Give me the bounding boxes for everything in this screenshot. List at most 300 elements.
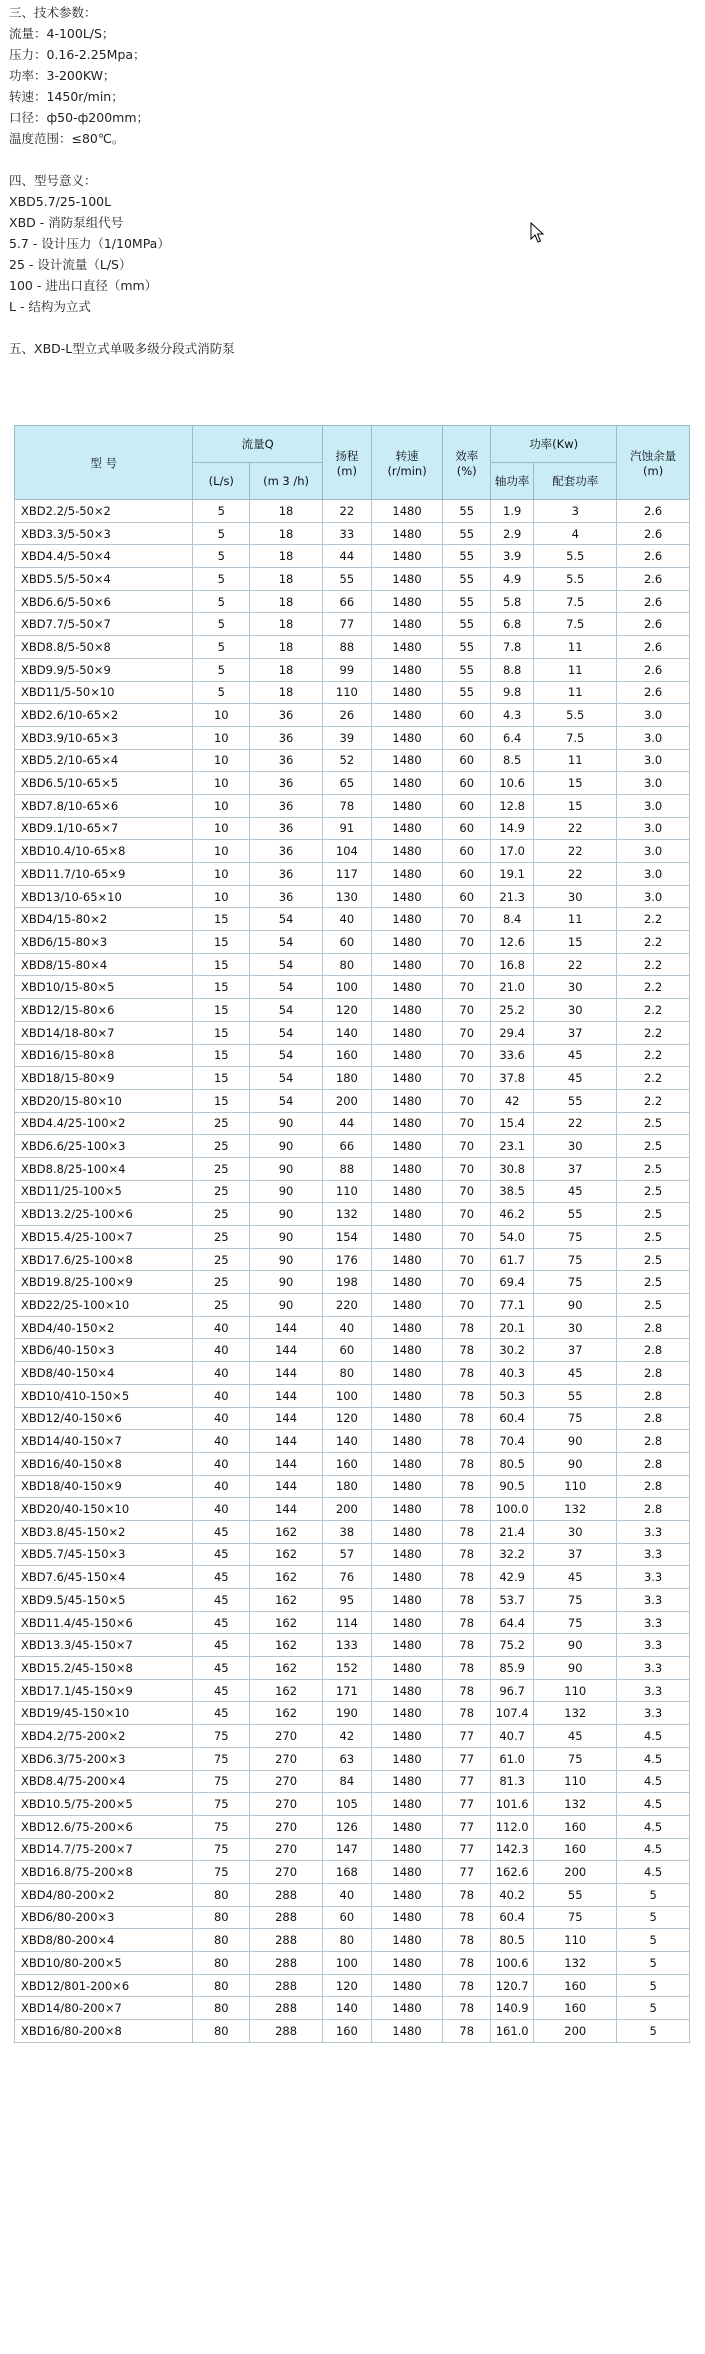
table-cell: XBD19.8/25-100×9 bbox=[15, 1271, 193, 1294]
table-cell: 2.8 bbox=[617, 1362, 690, 1385]
table-cell: 2.5 bbox=[617, 1248, 690, 1271]
table-cell: 288 bbox=[250, 1906, 323, 1929]
table-cell: 70 bbox=[443, 1067, 491, 1090]
table-cell: 3.0 bbox=[617, 817, 690, 840]
table-cell: 78 bbox=[443, 2020, 491, 2043]
table-cell: 30 bbox=[534, 885, 617, 908]
table-cell: 1480 bbox=[371, 1861, 443, 1884]
table-cell: 70 bbox=[443, 953, 491, 976]
table-cell: 5.5 bbox=[534, 568, 617, 591]
table-cell: 54 bbox=[250, 976, 323, 999]
table-cell: 270 bbox=[250, 1725, 323, 1748]
table-cell: 2.6 bbox=[617, 568, 690, 591]
table-cell: 54 bbox=[250, 1067, 323, 1090]
table-cell: 75 bbox=[193, 1770, 250, 1793]
table-cell: 29.4 bbox=[491, 1021, 534, 1044]
table-cell: 18 bbox=[250, 636, 323, 659]
table-cell: 1480 bbox=[371, 1203, 443, 1226]
table-cell: 1480 bbox=[371, 1226, 443, 1249]
table-cell: XBD11/25-100×5 bbox=[15, 1180, 193, 1203]
table-cell: XBD18/40-150×9 bbox=[15, 1475, 193, 1498]
table-row bbox=[15, 1067, 690, 1090]
table-cell: 288 bbox=[250, 1952, 323, 1975]
table-cell: XBD7.7/5-50×7 bbox=[15, 613, 193, 636]
table-cell: XBD15.2/45-150×8 bbox=[15, 1657, 193, 1680]
table-row bbox=[15, 1838, 690, 1861]
table-cell: 55 bbox=[534, 1883, 617, 1906]
table-cell: XBD3.8/45-150×2 bbox=[15, 1520, 193, 1543]
table-cell: XBD14/80-200×7 bbox=[15, 1997, 193, 2020]
header-head: 扬程 (m) bbox=[322, 426, 371, 500]
table-cell: 60 bbox=[443, 863, 491, 886]
table-cell: 288 bbox=[250, 1883, 323, 1906]
table-cell: 1480 bbox=[371, 1316, 443, 1339]
table-cell: 55 bbox=[443, 613, 491, 636]
table-cell: XBD16/40-150×8 bbox=[15, 1452, 193, 1475]
table-cell: 3.0 bbox=[617, 704, 690, 727]
table-row bbox=[15, 840, 690, 863]
table-row bbox=[15, 1906, 690, 1929]
table-cell: 17.0 bbox=[491, 840, 534, 863]
table-cell: 144 bbox=[250, 1339, 323, 1362]
table-cell: 168 bbox=[322, 1861, 371, 1884]
table-cell: 1480 bbox=[371, 1634, 443, 1657]
header-model: 型 号 bbox=[15, 426, 193, 500]
table-cell: 2.8 bbox=[617, 1384, 690, 1407]
table-cell: 53.7 bbox=[491, 1589, 534, 1612]
param-line: 转速：1450r/min； bbox=[9, 89, 124, 104]
table-cell: 11 bbox=[534, 749, 617, 772]
table-cell: 78 bbox=[443, 1566, 491, 1589]
table-row bbox=[15, 1362, 690, 1385]
table-cell: 120.7 bbox=[491, 1974, 534, 1997]
table-row bbox=[15, 500, 690, 523]
table-cell: 100.0 bbox=[491, 1498, 534, 1521]
table-cell: 45 bbox=[193, 1566, 250, 1589]
table-cell: 15 bbox=[193, 908, 250, 931]
table-cell: 70 bbox=[443, 1271, 491, 1294]
table-cell: 78 bbox=[443, 1634, 491, 1657]
table-cell: 5 bbox=[193, 500, 250, 523]
param-line: 压力：0.16-2.25Mpa； bbox=[9, 47, 146, 62]
table-cell: XBD20/40-150×10 bbox=[15, 1498, 193, 1521]
table-cell: 1480 bbox=[371, 704, 443, 727]
table-cell: 1480 bbox=[371, 1339, 443, 1362]
table-cell: 2.8 bbox=[617, 1430, 690, 1453]
table-cell: 36 bbox=[250, 726, 323, 749]
table-cell: 78 bbox=[443, 1883, 491, 1906]
table-cell: 60 bbox=[443, 840, 491, 863]
table-cell: 4.5 bbox=[617, 1815, 690, 1838]
table-cell: 90 bbox=[534, 1657, 617, 1680]
table-cell: 1480 bbox=[371, 1838, 443, 1861]
table-row bbox=[15, 1952, 690, 1975]
table-cell: XBD17.1/45-150×9 bbox=[15, 1679, 193, 1702]
table-cell: 90 bbox=[250, 1226, 323, 1249]
table-row bbox=[15, 1634, 690, 1657]
table-cell: 21.0 bbox=[491, 976, 534, 999]
table-row bbox=[15, 1702, 690, 1725]
table-cell: 4.5 bbox=[617, 1747, 690, 1770]
table-cell: 25 bbox=[193, 1157, 250, 1180]
table-cell: 4.9 bbox=[491, 568, 534, 591]
pump-spec-table bbox=[14, 425, 690, 2043]
table-cell: 1480 bbox=[371, 1157, 443, 1180]
table-cell: 78 bbox=[443, 1974, 491, 1997]
table-cell: 5 bbox=[193, 568, 250, 591]
table-cell: 1480 bbox=[371, 1952, 443, 1975]
table-cell: XBD16.8/75-200×8 bbox=[15, 1861, 193, 1884]
table-cell: 5.5 bbox=[534, 545, 617, 568]
table-cell: 60 bbox=[322, 931, 371, 954]
table-cell: XBD14/40-150×7 bbox=[15, 1430, 193, 1453]
table-cell: 45 bbox=[193, 1543, 250, 1566]
table-cell: 40 bbox=[193, 1407, 250, 1430]
table-cell: 70 bbox=[443, 1203, 491, 1226]
table-cell: 46.2 bbox=[491, 1203, 534, 1226]
table-row bbox=[15, 1203, 690, 1226]
table-cell: XBD3.3/5-50×3 bbox=[15, 522, 193, 545]
table-cell: 10.6 bbox=[491, 772, 534, 795]
table-cell: 5 bbox=[617, 1929, 690, 1952]
table-cell: 1480 bbox=[371, 590, 443, 613]
table-cell: 60 bbox=[322, 1906, 371, 1929]
table-cell: 78 bbox=[443, 1679, 491, 1702]
table-cell: 162 bbox=[250, 1543, 323, 1566]
table-cell: 7.5 bbox=[534, 613, 617, 636]
table-row bbox=[15, 794, 690, 817]
table-cell: 80 bbox=[193, 2020, 250, 2043]
table-row bbox=[15, 1475, 690, 1498]
table-cell: 36 bbox=[250, 840, 323, 863]
table-cell: 1480 bbox=[371, 2020, 443, 2043]
table-cell: 1480 bbox=[371, 999, 443, 1022]
table-cell: 18 bbox=[250, 500, 323, 523]
table-cell: 55 bbox=[443, 658, 491, 681]
table-cell: 40 bbox=[193, 1498, 250, 1521]
table-cell: 78 bbox=[443, 1702, 491, 1725]
table-cell: 26 bbox=[322, 704, 371, 727]
table-cell: 55 bbox=[443, 568, 491, 591]
table-cell: 70 bbox=[443, 931, 491, 954]
table-cell: 80 bbox=[193, 1974, 250, 1997]
table-cell: 3.3 bbox=[617, 1679, 690, 1702]
table-cell: 45 bbox=[534, 1725, 617, 1748]
table-cell: 2.6 bbox=[617, 590, 690, 613]
table-cell: 3.9 bbox=[491, 545, 534, 568]
table-cell: 18 bbox=[250, 568, 323, 591]
table-cell: 90 bbox=[534, 1294, 617, 1317]
table-cell: 176 bbox=[322, 1248, 371, 1271]
table-cell: 22 bbox=[322, 500, 371, 523]
table-cell: 2.6 bbox=[617, 545, 690, 568]
table-row bbox=[15, 1861, 690, 1884]
table-row bbox=[15, 613, 690, 636]
table-cell: 1480 bbox=[371, 794, 443, 817]
table-cell: 180 bbox=[322, 1067, 371, 1090]
table-cell: 22 bbox=[534, 953, 617, 976]
table-cell: 3.3 bbox=[617, 1611, 690, 1634]
table-cell: 5 bbox=[193, 613, 250, 636]
table-cell: 104 bbox=[322, 840, 371, 863]
table-cell: 3.3 bbox=[617, 1520, 690, 1543]
table-cell: 1.9 bbox=[491, 500, 534, 523]
table-cell: 60 bbox=[443, 817, 491, 840]
table-row bbox=[15, 1157, 690, 1180]
header-flow-m3h: (m 3 /h) bbox=[250, 463, 323, 500]
table-cell: 25 bbox=[193, 1135, 250, 1158]
table-cell: 30 bbox=[534, 999, 617, 1022]
table-row bbox=[15, 1793, 690, 1816]
table-cell: 5.5 bbox=[534, 704, 617, 727]
table-cell: 88 bbox=[322, 636, 371, 659]
table-cell: 3 bbox=[534, 500, 617, 523]
table-cell: XBD12/40-150×6 bbox=[15, 1407, 193, 1430]
table-row bbox=[15, 1271, 690, 1294]
table-row bbox=[15, 1430, 690, 1453]
table-cell: 198 bbox=[322, 1271, 371, 1294]
table-cell: 75 bbox=[534, 1248, 617, 1271]
table-cell: 90 bbox=[250, 1294, 323, 1317]
meaning-line: XBD - 消防泵组代号 bbox=[9, 215, 124, 230]
table-cell: 18 bbox=[250, 522, 323, 545]
table-cell: 38 bbox=[322, 1520, 371, 1543]
table-cell: 8.8 bbox=[491, 658, 534, 681]
table-cell: 36 bbox=[250, 704, 323, 727]
table-cell: 21.4 bbox=[491, 1520, 534, 1543]
table-cell: 133 bbox=[322, 1634, 371, 1657]
table-cell: 5 bbox=[617, 1952, 690, 1975]
table-row bbox=[15, 749, 690, 772]
table-cell: 70 bbox=[443, 1157, 491, 1180]
table-cell: 75 bbox=[534, 1407, 617, 1430]
table-cell: 75 bbox=[193, 1861, 250, 1884]
table-row bbox=[15, 522, 690, 545]
table-cell: 162 bbox=[250, 1566, 323, 1589]
table-cell: 12.6 bbox=[491, 931, 534, 954]
table-cell: 270 bbox=[250, 1747, 323, 1770]
table-cell: 3.3 bbox=[617, 1702, 690, 1725]
table-cell: 78 bbox=[443, 1316, 491, 1339]
header-flow: 流量Q bbox=[193, 426, 323, 463]
table-cell: XBD8.8/25-100×4 bbox=[15, 1157, 193, 1180]
table-cell: 112.0 bbox=[491, 1815, 534, 1838]
table-cell: 78 bbox=[443, 1452, 491, 1475]
table-cell: 1480 bbox=[371, 1906, 443, 1929]
table-cell: 40 bbox=[193, 1384, 250, 1407]
table-cell: 78 bbox=[443, 1520, 491, 1543]
table-body bbox=[15, 500, 690, 2043]
table-cell: 15 bbox=[534, 772, 617, 795]
table-cell: 8.4 bbox=[491, 908, 534, 931]
table-cell: 40 bbox=[322, 1316, 371, 1339]
table-cell: 18 bbox=[250, 613, 323, 636]
table-cell: 2.5 bbox=[617, 1157, 690, 1180]
table-cell: 36 bbox=[250, 749, 323, 772]
table-cell: 78 bbox=[443, 1952, 491, 1975]
table-cell: 1480 bbox=[371, 1112, 443, 1135]
table-cell: 78 bbox=[443, 1611, 491, 1634]
table-cell: 55 bbox=[443, 545, 491, 568]
table-cell: 1480 bbox=[371, 1430, 443, 1453]
table-cell: 84 bbox=[322, 1770, 371, 1793]
table-cell: 2.8 bbox=[617, 1407, 690, 1430]
table-cell: 54 bbox=[250, 1021, 323, 1044]
table-cell: 69.4 bbox=[491, 1271, 534, 1294]
table-cell: 81.3 bbox=[491, 1770, 534, 1793]
table-cell: 2.5 bbox=[617, 1203, 690, 1226]
table-cell: 40 bbox=[193, 1452, 250, 1475]
table-cell: 160 bbox=[534, 1974, 617, 1997]
table-cell: 2.8 bbox=[617, 1452, 690, 1475]
table-cell: 2.6 bbox=[617, 522, 690, 545]
table-cell: 75 bbox=[534, 1271, 617, 1294]
table-cell: 75 bbox=[193, 1838, 250, 1861]
table-cell: 55 bbox=[534, 1089, 617, 1112]
table-cell: 65 bbox=[322, 772, 371, 795]
table-cell: 3.0 bbox=[617, 749, 690, 772]
table-cell: 2.5 bbox=[617, 1226, 690, 1249]
table-cell: 1480 bbox=[371, 545, 443, 568]
header-power: 功率(Kw) bbox=[491, 426, 617, 463]
table-cell: 60 bbox=[443, 704, 491, 727]
table-cell: 37 bbox=[534, 1339, 617, 1362]
table-cell: 37 bbox=[534, 1021, 617, 1044]
table-cell: 66 bbox=[322, 1135, 371, 1158]
table-cell: 25 bbox=[193, 1294, 250, 1317]
table-cell: 3.3 bbox=[617, 1589, 690, 1612]
table-cell: 10 bbox=[193, 840, 250, 863]
table-cell: 15 bbox=[534, 931, 617, 954]
table-cell: 40.7 bbox=[491, 1725, 534, 1748]
table-cell: 22 bbox=[534, 840, 617, 863]
table-cell: 22 bbox=[534, 1112, 617, 1135]
table-row bbox=[15, 1498, 690, 1521]
table-cell: 162 bbox=[250, 1679, 323, 1702]
table-cell: 4.5 bbox=[617, 1861, 690, 1884]
table-cell: 1480 bbox=[371, 1271, 443, 1294]
table-cell: 144 bbox=[250, 1362, 323, 1385]
table-cell: 64.4 bbox=[491, 1611, 534, 1634]
table-cell: 30.2 bbox=[491, 1339, 534, 1362]
table-cell: XBD5.7/45-150×3 bbox=[15, 1543, 193, 1566]
table-cell: 140 bbox=[322, 1021, 371, 1044]
table-cell: 55 bbox=[322, 568, 371, 591]
table-cell: 100.6 bbox=[491, 1952, 534, 1975]
table-row bbox=[15, 1384, 690, 1407]
table-cell: XBD7.8/10-65×6 bbox=[15, 794, 193, 817]
table-cell: XBD12.6/75-200×6 bbox=[15, 1815, 193, 1838]
table-row bbox=[15, 1520, 690, 1543]
table-cell: 154 bbox=[322, 1226, 371, 1249]
table-cell: 1480 bbox=[371, 568, 443, 591]
table-cell: 25 bbox=[193, 1112, 250, 1135]
table-cell: 90 bbox=[250, 1203, 323, 1226]
table-row bbox=[15, 1294, 690, 1317]
table-cell: XBD6.5/10-65×5 bbox=[15, 772, 193, 795]
table-cell: 1480 bbox=[371, 1044, 443, 1067]
table-cell: 110 bbox=[534, 1770, 617, 1793]
table-cell: 80 bbox=[322, 1362, 371, 1385]
table-cell: 3.0 bbox=[617, 794, 690, 817]
table-cell: XBD12/801-200×6 bbox=[15, 1974, 193, 1997]
tech-params-section bbox=[9, 0, 699, 359]
table-cell: 190 bbox=[322, 1702, 371, 1725]
table-cell: 2.5 bbox=[617, 1271, 690, 1294]
table-cell: 11 bbox=[534, 658, 617, 681]
table-row bbox=[15, 545, 690, 568]
table-cell: 15 bbox=[193, 1044, 250, 1067]
table-row bbox=[15, 817, 690, 840]
table-cell: 1480 bbox=[371, 1294, 443, 1317]
table-cell: XBD9.9/5-50×9 bbox=[15, 658, 193, 681]
table-cell: 30 bbox=[534, 1520, 617, 1543]
table-cell: 1480 bbox=[371, 1725, 443, 1748]
table-cell: 288 bbox=[250, 1974, 323, 1997]
table-cell: 110 bbox=[534, 1679, 617, 1702]
table-cell: 11 bbox=[534, 681, 617, 704]
table-row bbox=[15, 1135, 690, 1158]
table-cell: 140 bbox=[322, 1430, 371, 1453]
table-cell: 1480 bbox=[371, 817, 443, 840]
table-cell: XBD6/40-150×3 bbox=[15, 1339, 193, 1362]
table-cell: 40.2 bbox=[491, 1883, 534, 1906]
table-cell: XBD9.1/10-65×7 bbox=[15, 817, 193, 840]
table-cell: 22 bbox=[534, 863, 617, 886]
table-cell: XBD10.5/75-200×5 bbox=[15, 1793, 193, 1816]
table-cell: 162 bbox=[250, 1611, 323, 1634]
table-cell: 25 bbox=[193, 1180, 250, 1203]
table-cell: 45 bbox=[193, 1520, 250, 1543]
table-cell: 61.7 bbox=[491, 1248, 534, 1271]
table-cell: 1480 bbox=[371, 1815, 443, 1838]
table-cell: 4 bbox=[534, 522, 617, 545]
table-cell: 160 bbox=[534, 1838, 617, 1861]
table-cell: 5 bbox=[617, 1883, 690, 1906]
table-cell: 36 bbox=[250, 863, 323, 886]
table-cell: 55 bbox=[443, 681, 491, 704]
table-cell: XBD20/15-80×10 bbox=[15, 1089, 193, 1112]
table-cell: 110 bbox=[534, 1929, 617, 1952]
table-cell: 4.5 bbox=[617, 1793, 690, 1816]
table-cell: 60.4 bbox=[491, 1407, 534, 1430]
table-cell: 2.8 bbox=[617, 1339, 690, 1362]
table-cell: 1480 bbox=[371, 1475, 443, 1498]
table-cell: 117 bbox=[322, 863, 371, 886]
table-row bbox=[15, 1611, 690, 1634]
table-cell: 77 bbox=[443, 1861, 491, 1884]
table-cell: 30 bbox=[534, 976, 617, 999]
table-cell: 144 bbox=[250, 1316, 323, 1339]
table-cell: 1480 bbox=[371, 1520, 443, 1543]
table-cell: 200 bbox=[322, 1498, 371, 1521]
table-cell: XBD7.6/45-150×4 bbox=[15, 1566, 193, 1589]
table-cell: 1480 bbox=[371, 885, 443, 908]
table-row bbox=[15, 1929, 690, 1952]
table-cell: XBD2.6/10-65×2 bbox=[15, 704, 193, 727]
table-cell: 90 bbox=[250, 1135, 323, 1158]
table-cell: XBD4.4/25-100×2 bbox=[15, 1112, 193, 1135]
table-cell: 90 bbox=[534, 1452, 617, 1475]
table-cell: 270 bbox=[250, 1815, 323, 1838]
table-cell: 15 bbox=[193, 1067, 250, 1090]
table-row bbox=[15, 1021, 690, 1044]
table-cell: 132 bbox=[534, 1702, 617, 1725]
table-cell: 36 bbox=[250, 772, 323, 795]
table-cell: 1480 bbox=[371, 1067, 443, 1090]
table-cell: 75 bbox=[193, 1725, 250, 1748]
table-cell: 2.6 bbox=[617, 636, 690, 659]
